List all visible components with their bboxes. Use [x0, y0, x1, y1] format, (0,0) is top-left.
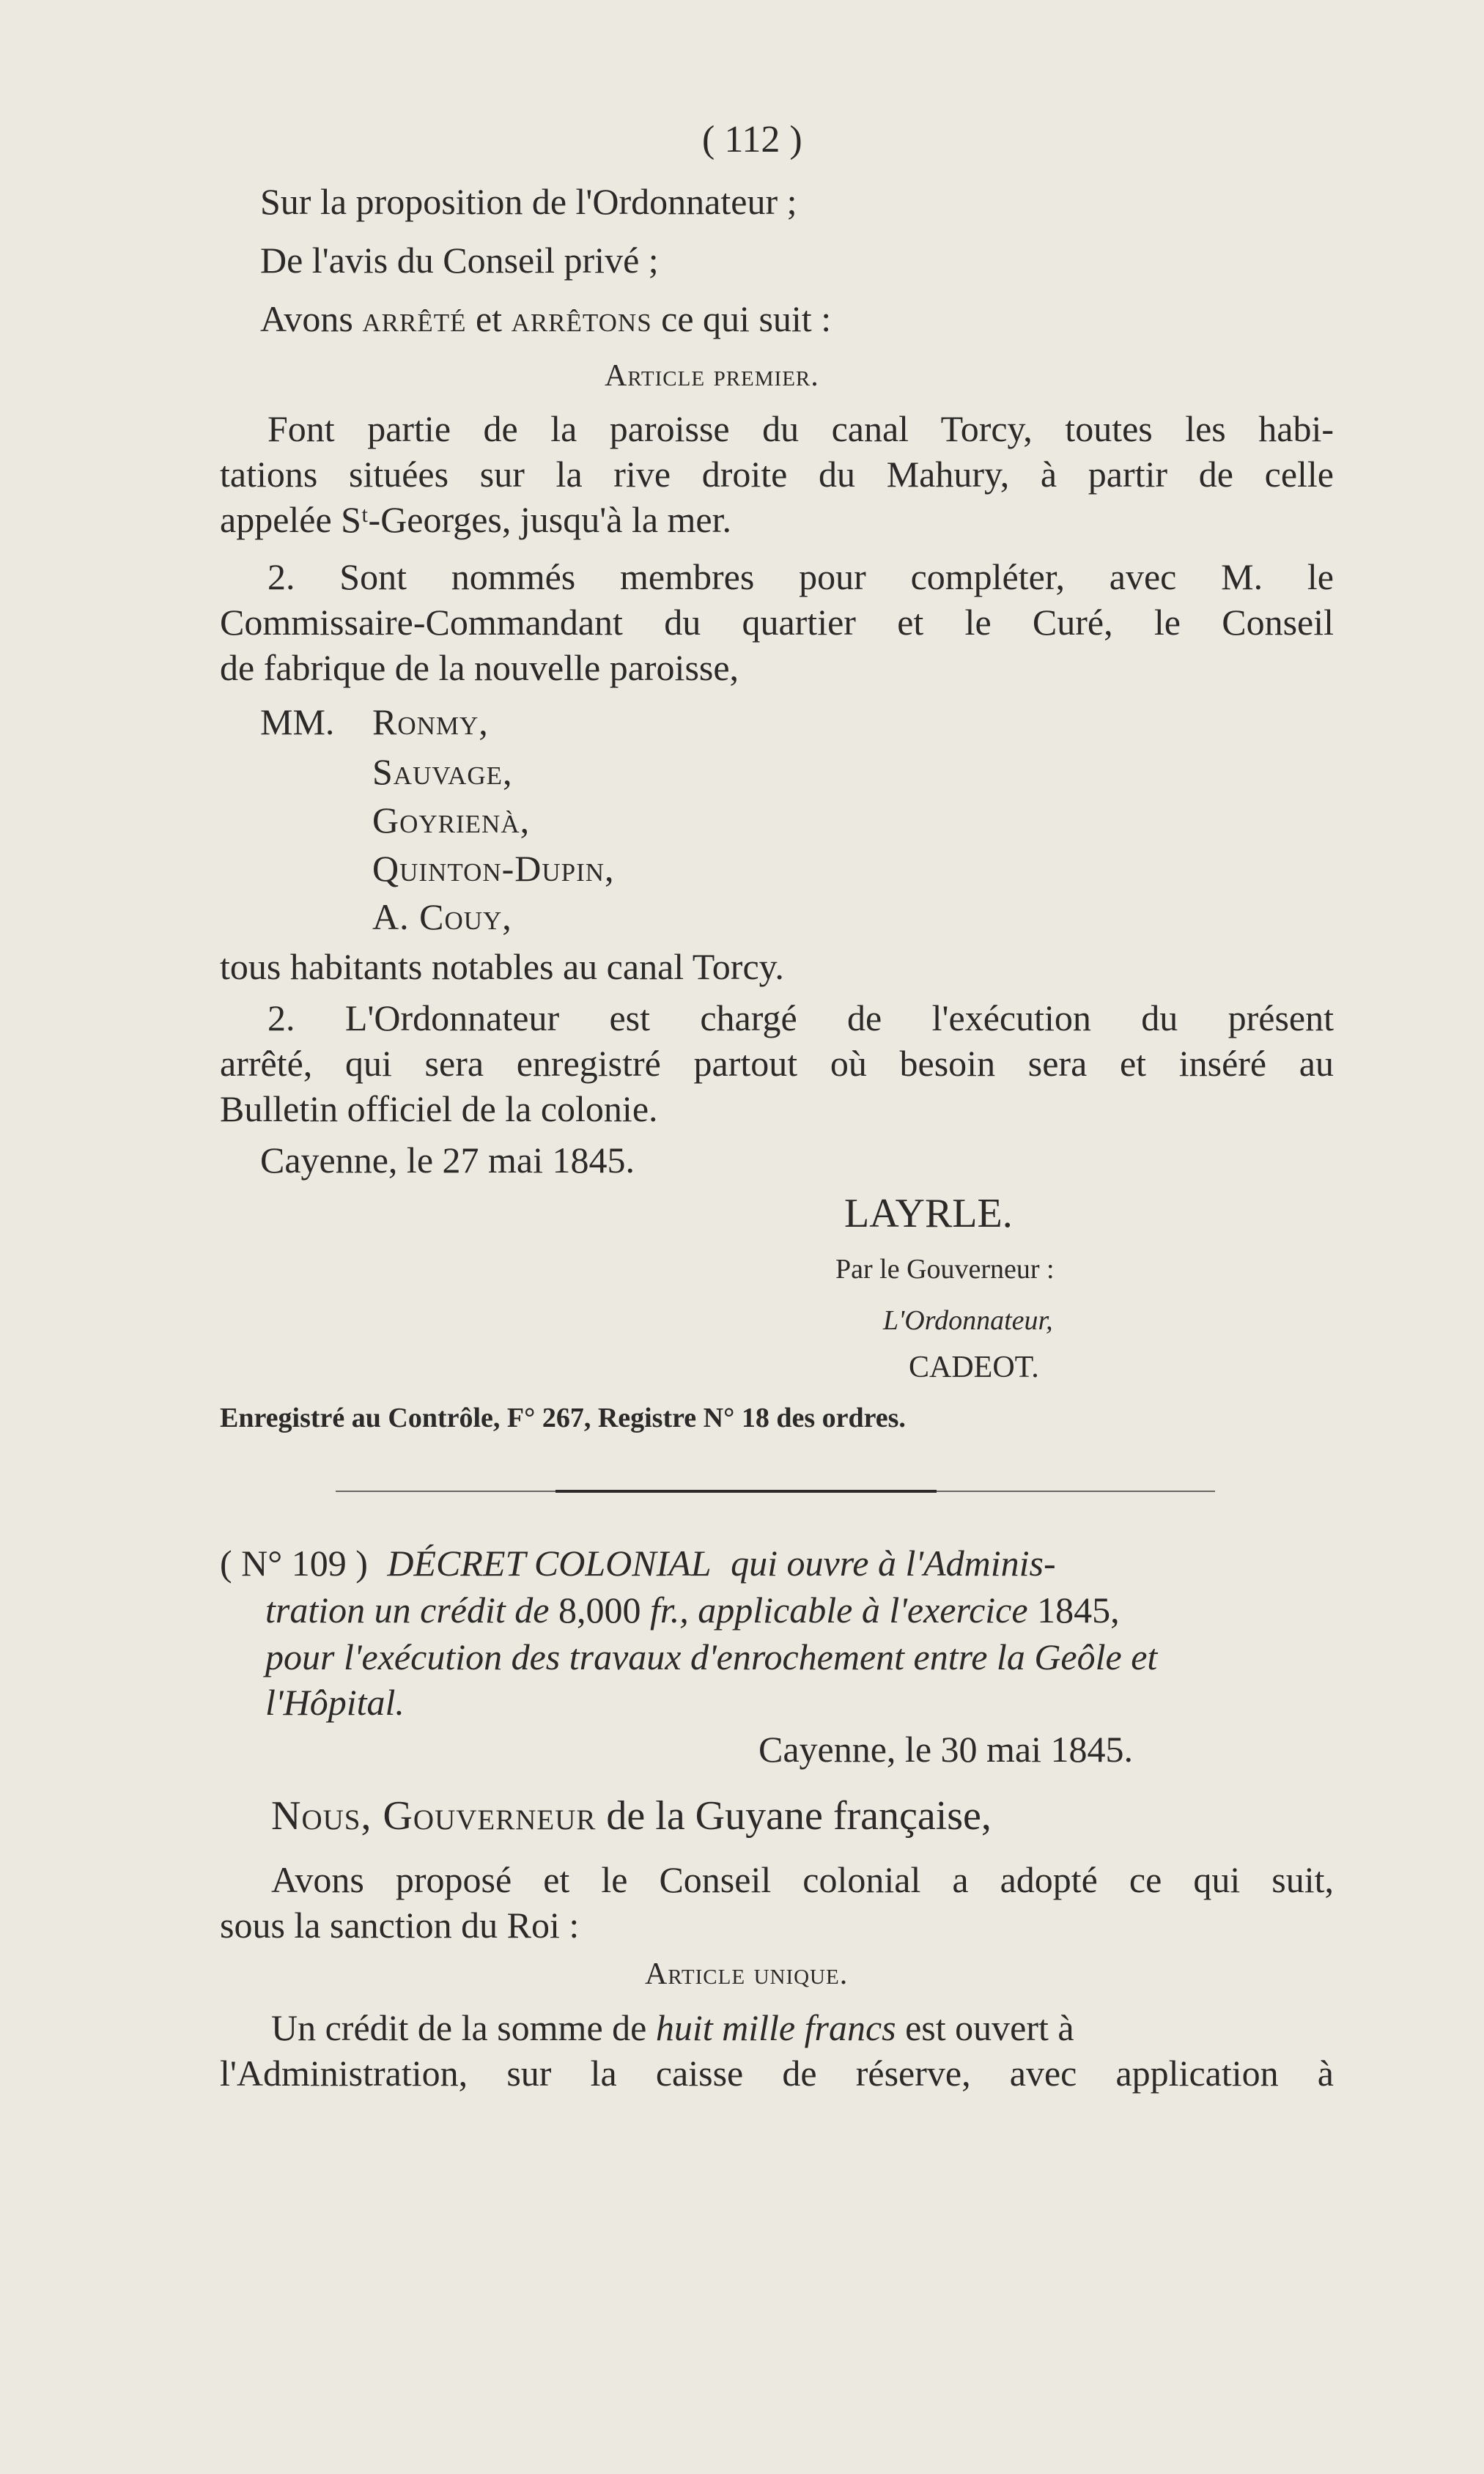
separator-rule-right — [937, 1491, 1215, 1492]
member-2: Sauvage, — [372, 751, 513, 792]
article-unique-heading: Article unique. — [645, 1957, 849, 1991]
decree2-title-line2 — [265, 1589, 1120, 1631]
page-number: ( 112 ) — [702, 119, 802, 160]
line-avis: De l'avis du Conseil privé ; — [260, 240, 659, 281]
decree-title-credit: tration un crédit de — [265, 1589, 550, 1631]
member-5: A. Couy, — [372, 896, 512, 937]
line-avons-arrete — [260, 300, 831, 337]
decree2-article-line2: l'Administration, sur la caisse de réserve, avec application à — [220, 2053, 1334, 2094]
amount-words: huit mille francs — [655, 2007, 896, 2048]
arrete-word: arrêté — [362, 298, 467, 339]
ordonnateur-name: CADEOT. — [909, 1351, 1039, 1384]
member-4: Quinton-Dupin, — [372, 848, 615, 889]
decree2-title-line1 — [220, 1543, 1056, 1584]
decree2-proposed-line1: Avons proposé et le Conseil colonial a adopté ce qui suit, — [271, 1859, 1334, 1900]
decree-title-rest: qui ouvre à l'Adminis- — [731, 1543, 1056, 1584]
decree2-title-line4: l'Hôpital. — [265, 1682, 405, 1723]
decree-title-year: 1845, — [1037, 1589, 1120, 1631]
art2-line2: Commissaire-Commandant du quartier et le Curé, le Conseil — [220, 602, 1334, 643]
et-word: et — [475, 298, 503, 339]
art1-line1: Font partie de la paroisse du canal Torcy, toutes les habi- — [267, 408, 1334, 449]
decree-title-amount: 8,000 — [558, 1589, 641, 1631]
separator-rule-center — [555, 1490, 937, 1493]
art3-line1: 2. L'Ordonnateur est chargé de l'exécution du présent — [267, 997, 1334, 1038]
arretons-word: arrêtons — [511, 298, 652, 339]
separator-rule-left — [336, 1491, 555, 1492]
by-governor: Par le Gouverneur : — [835, 1254, 1055, 1285]
member-1: Ronmy, — [372, 701, 489, 742]
decree2-preamble — [271, 1793, 992, 1839]
art3-line3: Bulletin officiel de la colonie. — [220, 1088, 658, 1129]
credit-phrase: Un crédit de la somme de — [271, 2007, 647, 2048]
decree-title-applicable: fr., applicable à l'exercice — [649, 1589, 1028, 1631]
signature-layrle: LAYRLE. — [844, 1191, 1013, 1236]
registration-note: Enregistré au Contrôle, F° 267, Registre N° 18 des ordres. — [220, 1403, 906, 1433]
art2-line3: de fabrique de la nouvelle paroisse, — [220, 647, 739, 688]
decree-number: ( N° 109 ) — [220, 1543, 368, 1584]
decree2-proposed-line2: sous la sanction du Roi : — [220, 1905, 580, 1946]
art1-line2: tations situées sur la rive droite du Mahury, à partir de celle — [220, 454, 1334, 495]
guyane-francaise: de la Guyane française, — [606, 1793, 992, 1839]
member-3: Goyrienà, — [372, 800, 531, 841]
art2-line1: 2. Sont nommés membres pour compléter, avec M. le — [267, 556, 1334, 597]
decree2-date: Cayenne, le 30 mai 1845. — [758, 1729, 1133, 1770]
ce-qui-suit: ce qui suit : — [661, 298, 832, 339]
line-proposition: Sur la proposition de l'Ordonnateur ; — [260, 181, 797, 222]
avons-word: Avons — [260, 298, 353, 339]
ouvert-phrase: est ouvert à — [905, 2007, 1074, 2048]
members-prefix: MM. — [260, 701, 335, 742]
decree2-title-line3: pour l'exécution des travaux d'enrochement entre la Geôle et — [265, 1636, 1158, 1677]
decree-title-main: DÉCRET COLONIAL — [387, 1543, 712, 1584]
nous-gouverneur: Nous, Gouverneur — [271, 1793, 597, 1839]
art1-line3: appelée Sᵗ-Georges, jusqu'à la mer. — [220, 499, 731, 540]
article-premier-heading: Article premier. — [605, 359, 819, 393]
ordonnateur-title: L'Ordonnateur, — [883, 1305, 1053, 1336]
art3-line2: arrêté, qui sera enregistré partout où besoin sera et inséré au — [220, 1043, 1334, 1084]
decree2-article-line1 — [271, 2009, 1074, 2046]
members-note: tous habitants notables au canal Torcy. — [220, 946, 784, 987]
decree1-date: Cayenne, le 27 mai 1845. — [260, 1140, 635, 1181]
